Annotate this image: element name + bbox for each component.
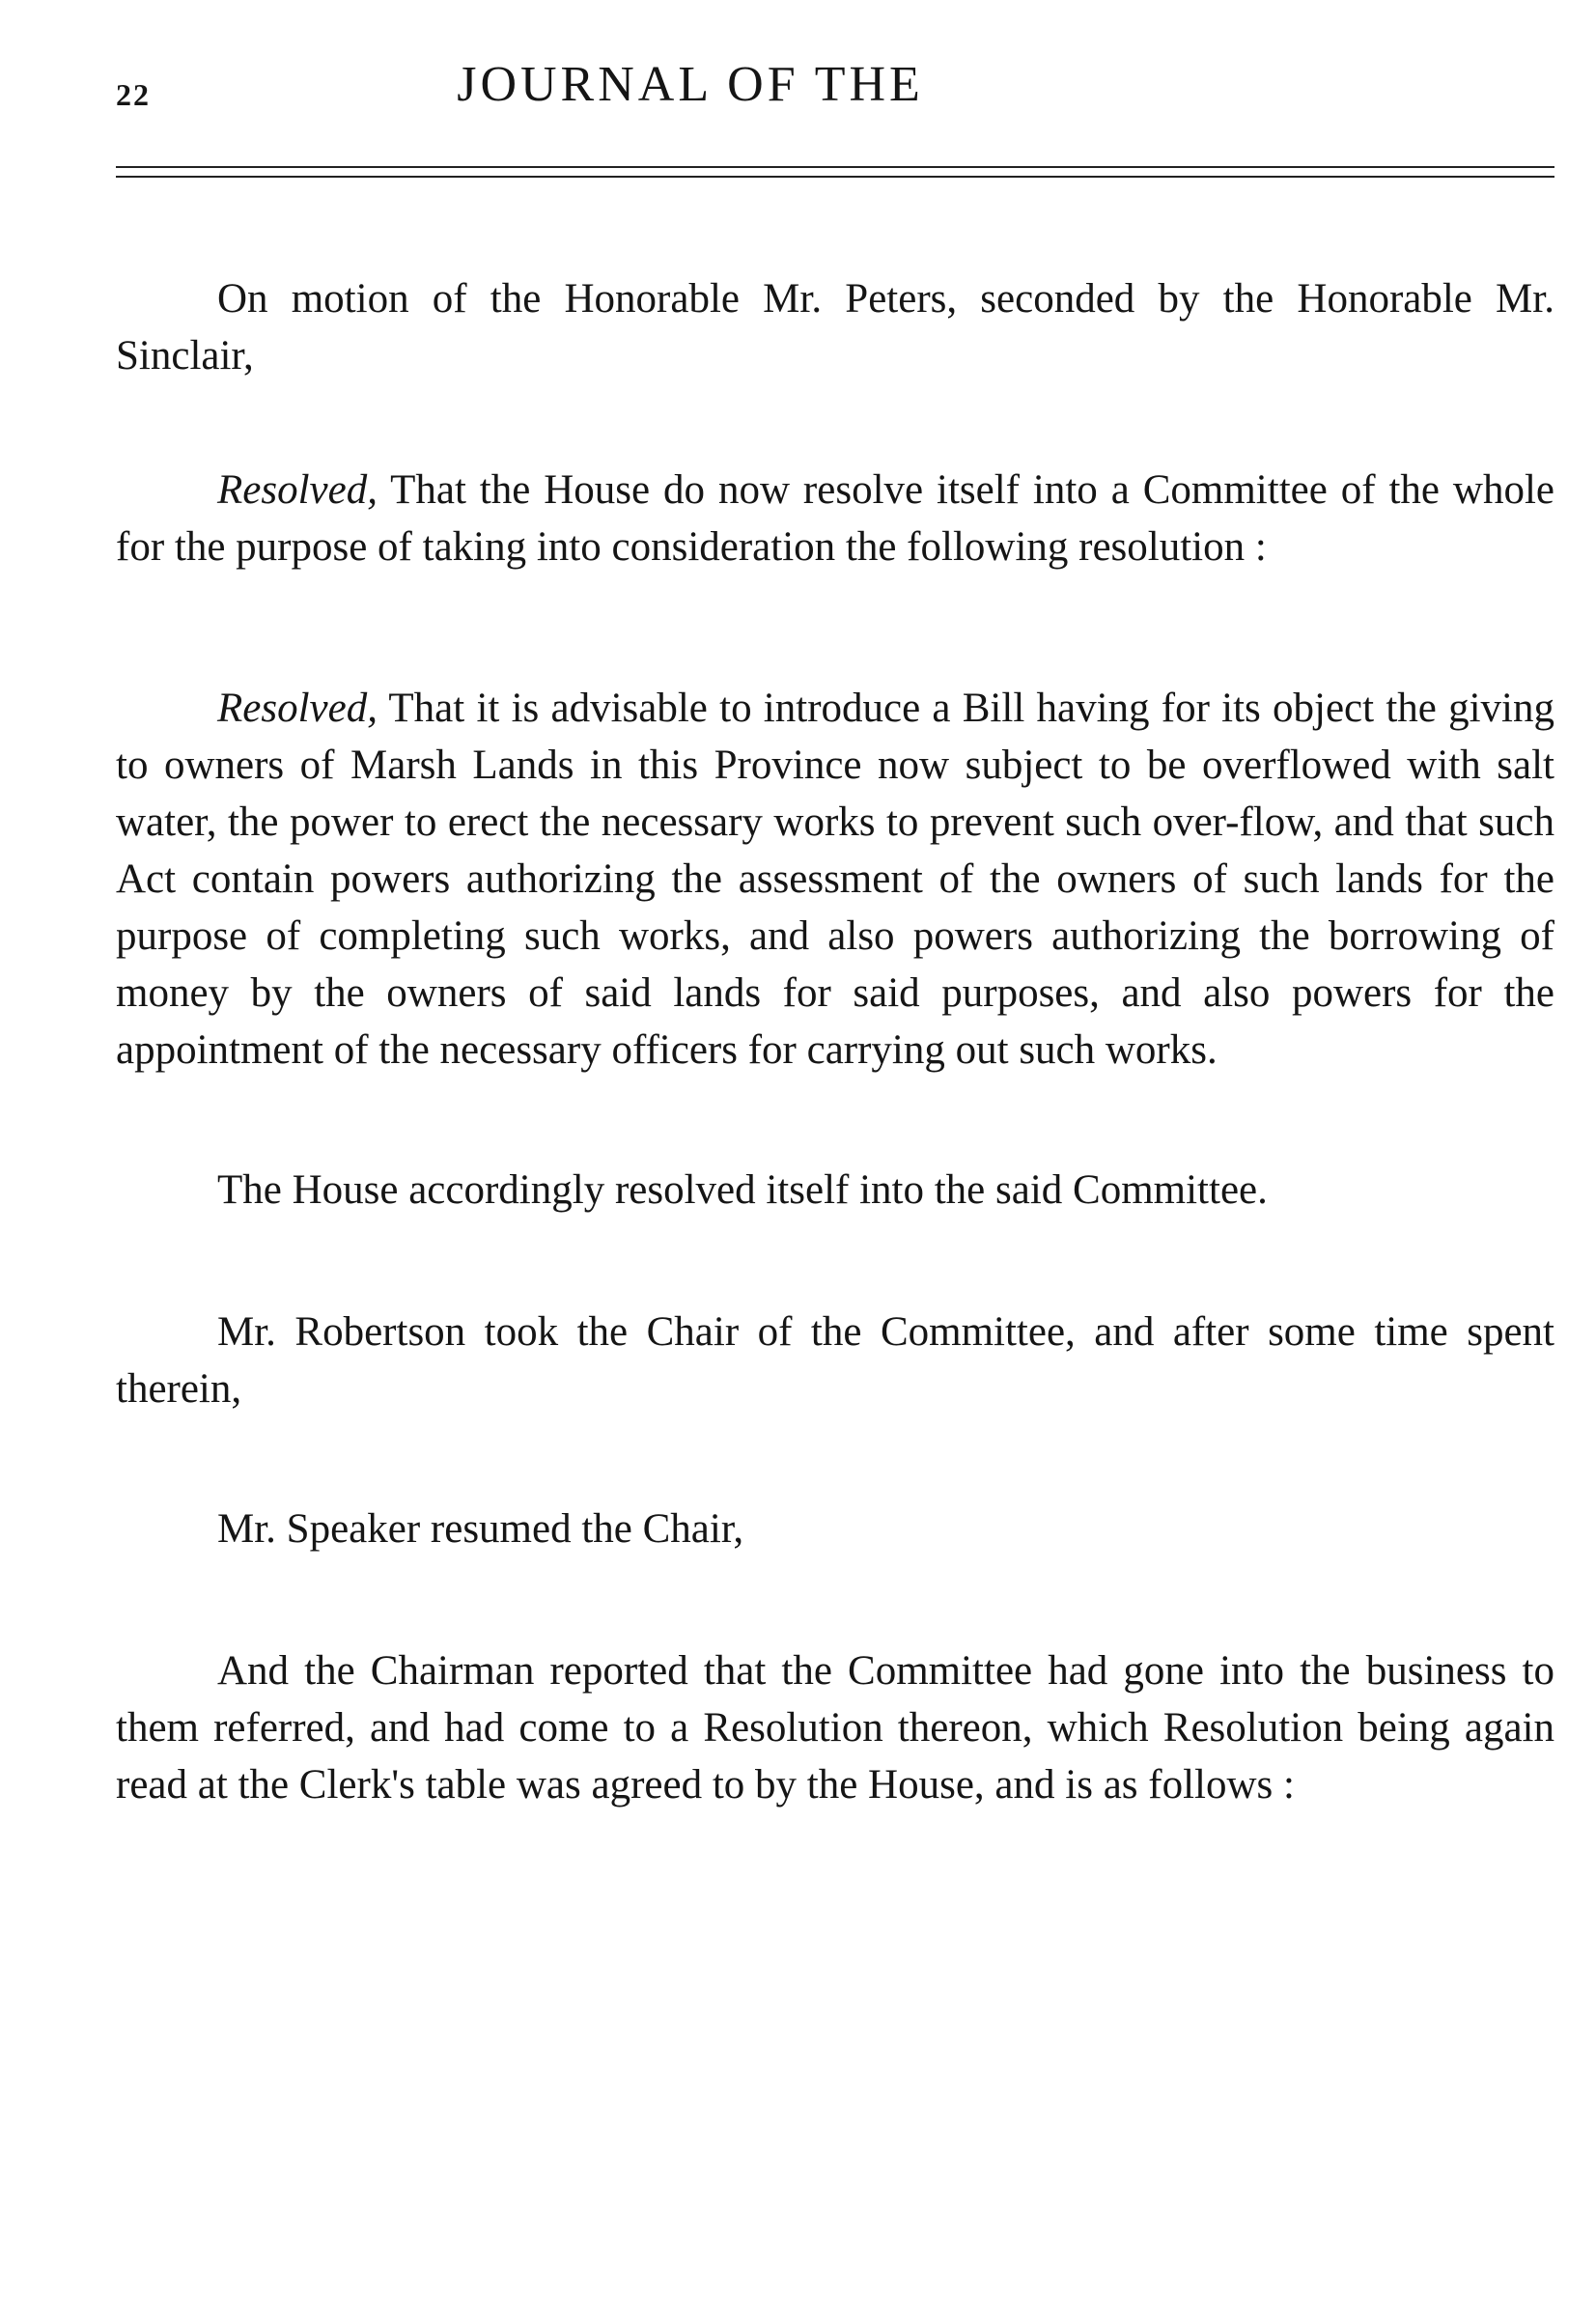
page-number: 22 [116, 77, 151, 112]
running-title: JOURNAL OF THE [457, 57, 924, 112]
resolved-text: That it is advisable to introduce a Bill having for its object the giving to owners of Marsh Lands in this Province now subject to be overflowed with salt water, the power to erect the necessary works to prevent such over-flow, and that such Act contain powers authorizing the assessment of the owners of such lands for the purpose of completing such works, and also powers authorizing the borrowing of money by the owners of said lands for said purposes, and also powers for the appointment of the necessary officers for carrying out such works. [116, 686, 1554, 1073]
report-paragraph: And the Chairman reported that the Committee had gone into the business to them referred, and had come to a Resolution thereon, which Resolution being again read at the Clerk's table was agreed to by the House, and is as follows : [116, 1648, 1554, 1808]
resolved-paragraph-committee [116, 462, 1554, 575]
header-rule-top [116, 166, 1554, 168]
resolved-lead: Resolved, [217, 467, 378, 513]
resolved-text: That the House do now resolve itself into a Committee of the whole for the purpose of taking into consideration the following resolution : [116, 467, 1554, 570]
journal-body [116, 270, 1554, 1813]
speaker-paragraph: Mr. Speaker resumed the Chair, [217, 1506, 744, 1552]
resolved-lead: Resolved, [217, 686, 378, 731]
page-header [116, 56, 1554, 124]
motion-paragraph: On motion of the Honorable Mr. Peters, seconded by the Honorable Mr. Sinclair, [116, 276, 1554, 378]
committee-paragraph: The House accordingly resolved itself into the said Committee. [217, 1167, 1268, 1213]
resolved-paragraph-bill [116, 680, 1554, 1079]
header-rule-bottom [116, 176, 1554, 178]
chair-paragraph: Mr. Robertson took the Chair of the Committee, and after some time spent therein, [116, 1309, 1554, 1412]
